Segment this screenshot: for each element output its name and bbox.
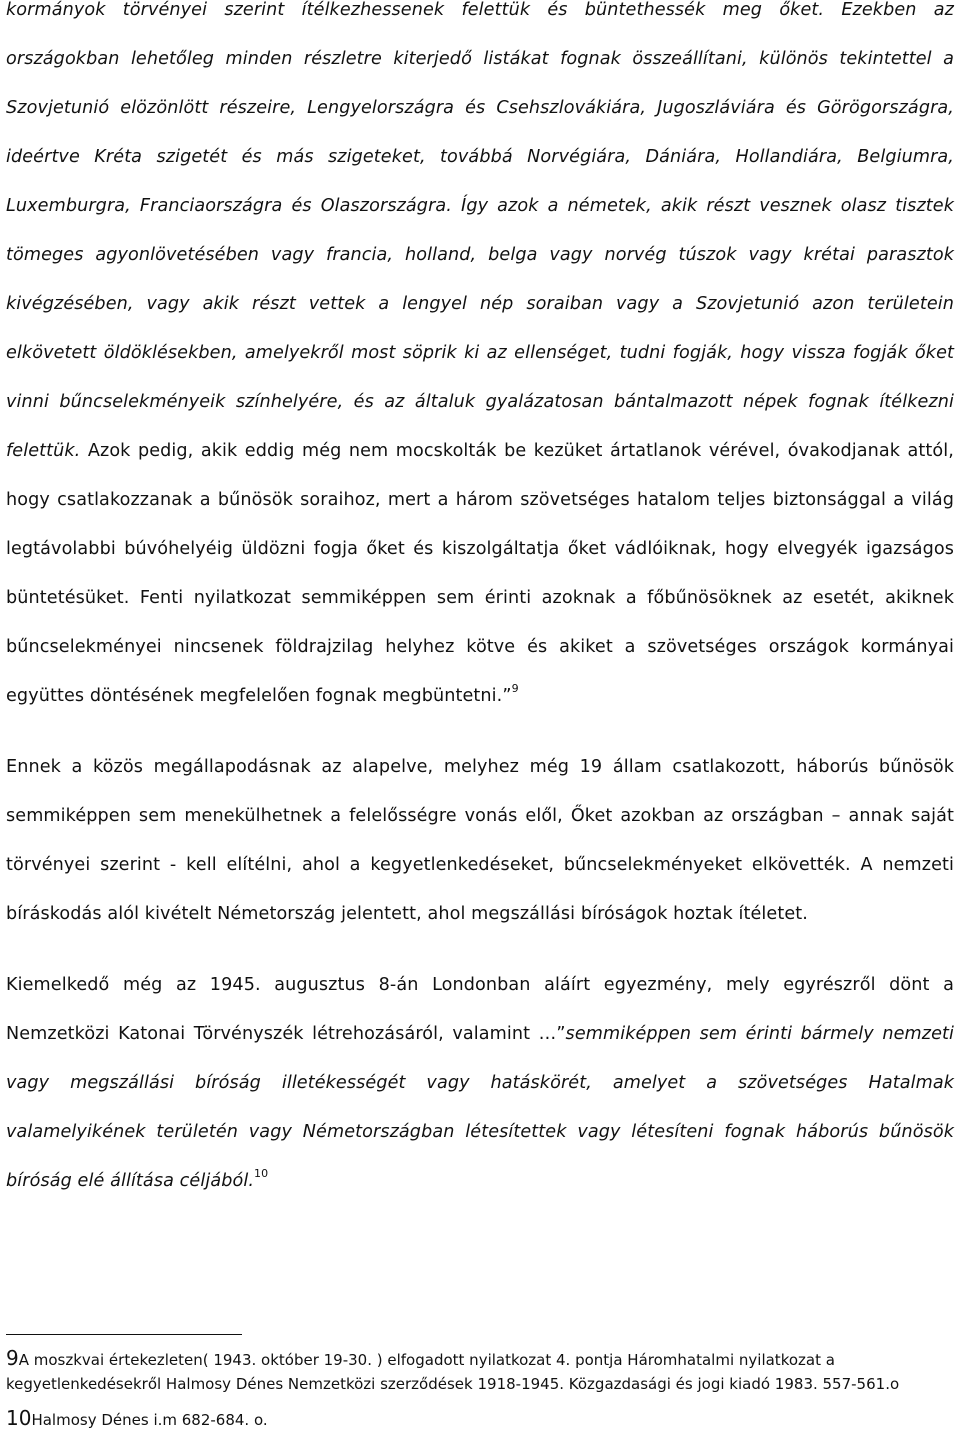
footnote-ref-9[interactable]: 9 [511, 682, 519, 695]
footnote-10 [6, 1406, 954, 1432]
footnote-9 [6, 1346, 954, 1396]
declaration-italic-text: kormányok törvényei szerint ítélkezhessenek felettük és büntethessék meg őket. Ezekben az országokban lehetőleg minden részletre kiterjedő listákat fognak összeállítani, különös tekintettel a Szovjetunió elözönlött részeire, Lengyelországra és Csehszlovákiára, Jugoszláviára és Görögországra, ideértve Kréta szigetét és más szigeteket, továbbá Norvégiára, Dániára, Hollandiára, Belgiumra, Luxemburgra, Franciaországra és Olaszországra. Így azok a németek, akik részt vesznek olasz tisztek tömeges agyonlövetésében vagy francia, holland, belga vagy norvég túszok vagy krétai parasztok kivégzésében, vagy akik részt vettek a lengyel nép soraiban vagy a Szovjetunió azon területein elkövetett öldöklésekben, amelyekről most söprik ki az ellenséget, tudni fogják, hogy vissza fogják őket vinni bűncselekményeik színhelyére, és az általuk gyalázatosan bántalmazott népek fognak ítélkezni felettük. [6, 0, 954, 461]
footnote-ref-10[interactable]: 10 [254, 1167, 269, 1180]
paragraph-declaration-quote [6, 0, 954, 721]
london-agreement-quote: semmiképpen sem érinti bármely nemzeti vagy megszállási bíróság illetékességét vagy hatáskörét, amelyet a szövetséges Hatalmak valamelyikének területén vagy Németországban létesítettek vagy létesíteni fognak háborús bűnösök bíróság elé állítása céljából. [6, 1024, 954, 1191]
footnote-number: 10 [6, 1406, 32, 1430]
london-agreement-intro: Kiemelkedő még az 1945. augusztus 8-án Londonban aláírt egyezmény, mely egyrészről dönt a Nemzetközi Katonai Törvényszék létrehozásáról, valamint …” [6, 975, 954, 1044]
document-body [6, 0, 954, 1206]
footnote-separator [6, 1334, 242, 1335]
footnote-number: 9 [6, 1346, 19, 1370]
paragraph-agreement-principle: Ennek a közös megállapodásnak az alapelve, melyhez még 19 állam csatlakozott, háborús bűnösök semmiképpen sem menekülhetnek a felelősségre vonás elől, Őket azokban az országban – annak saját törvényei szerint - kell elítélni, ahol a kegyetlenkedéseket, bűncselekményeket elkövették. A nemzeti bíráskodás alól kivételt Németország jelentett, ahol megszállási bíróságok hoztak ítéletet. [6, 757, 954, 924]
declaration-closing-text: Azok pedig, akik eddig még nem mocskolták be kezüket ártatlanok vérével, óvakodjanak attól, hogy csatlakozzanak a bűnösök soraihoz, mert a három szövetséges hatalom teljes biztonsággal a világ legtávolabbi búvóhelyéig üldözni fogja őket és kiszolgáltatja őket vádlóiknak, hogy elvegyék igazságos büntetésüket. Fenti nyilatkozat semmiképpen sem érinti azoknak a főbűnösöknek az esetét, akiknek bűncselekményei nincsenek földrajzilag helyhez kötve és akiket a szövetséges országok kormányai együttes döntésének megfelelően fognak megbüntetni.” [6, 441, 954, 706]
footnotes [6, 1346, 954, 1432]
paragraph-london-agreement [6, 961, 954, 1206]
footnote-text: A moszkvai értekezleten( 1943. október 19-30. ) elfogadott nyilatkozat 4. pontja Háromhatalmi nyilatkozat a kegyetlenkedésekről Halmosy Dénes Nemzetközi szerződések 1918-1945. Közgazdasági és jogi kiadó 1983. 557-561.o [6, 1351, 900, 1393]
footnote-text: Halmosy Dénes i.m 682-684. o. [31, 1411, 268, 1429]
